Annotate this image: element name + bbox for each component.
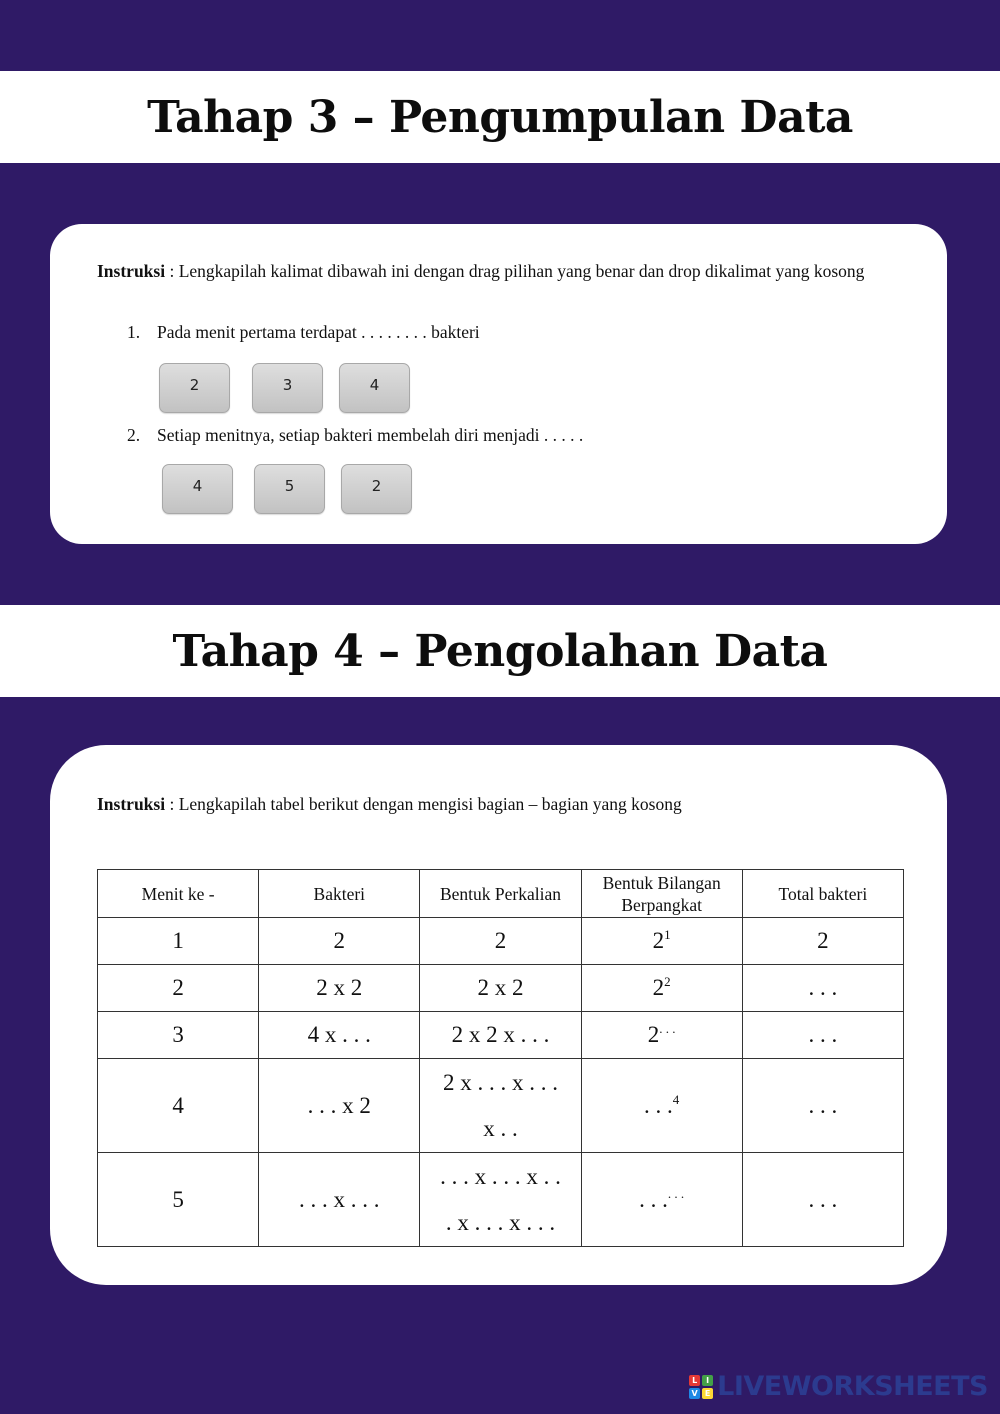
question-2-number: 2.	[127, 425, 141, 445]
cell-berpangkat[interactable]	[581, 1012, 742, 1059]
stage4-instruction	[97, 791, 897, 817]
cell-menit: 2	[98, 965, 259, 1012]
stage3-title-banner	[0, 71, 1000, 163]
q2-option-button[interactable]: 2	[341, 464, 412, 514]
question-1	[127, 322, 480, 343]
power-base: 2	[647, 1022, 660, 1047]
cell-menit: 1	[98, 918, 259, 965]
cell-total-blank[interactable]: . . .	[742, 965, 903, 1012]
header-menit: Menit ke -	[98, 870, 259, 918]
perkalian-line: . . . x . . . x . .	[440, 1163, 561, 1189]
power-base: 2	[652, 975, 665, 1000]
power-exponent: 2	[664, 974, 671, 989]
table-header-row	[98, 870, 904, 918]
power-exponent: . . .	[667, 1185, 685, 1201]
cell-menit: 3	[98, 1012, 259, 1059]
cell-perkalian[interactable]	[420, 1059, 581, 1153]
q2-option-button[interactable]: 4	[162, 464, 233, 514]
stage4-title: Tahap 4 – Pengolahan Data	[172, 625, 828, 677]
cell-total-blank[interactable]: . . .	[742, 1153, 903, 1247]
stage3-title: Tahap 3 – Pengumpulan Data	[147, 91, 853, 143]
table-row	[98, 918, 904, 965]
power-base: . . .	[639, 1186, 668, 1212]
cell-bakteri: 2 x 2	[259, 965, 420, 1012]
question-2-text: Setiap menitnya, setiap bakteri membelah diri menjadi . . . . .	[157, 425, 584, 445]
power-exponent: . . .	[659, 1021, 676, 1036]
cell-menit: 4	[98, 1059, 259, 1153]
header-perkalian: Bentuk Perkalian	[420, 870, 581, 918]
logo-mark-tile: L	[689, 1375, 700, 1386]
logo-mark-tile: I	[702, 1375, 713, 1386]
power-exponent: 1	[664, 927, 671, 942]
cell-total-blank[interactable]: . . .	[742, 1012, 903, 1059]
stage3-instruction-label: Instruksi	[97, 261, 166, 281]
question-1-number: 1.	[127, 322, 141, 342]
stage4-instruction-text: : Lengkapilah tabel berikut dengan mengisi bagian – bagian yang kosong	[165, 794, 682, 814]
table-row	[98, 1153, 904, 1247]
cell-perkalian: 2 x 2	[420, 965, 581, 1012]
table-row	[98, 1059, 904, 1153]
power-exponent: 4	[672, 1091, 680, 1107]
power-base: 2	[652, 928, 665, 953]
power-base: . . .	[644, 1092, 673, 1118]
header-bakteri: Bakteri	[259, 870, 420, 918]
cell-berpangkat	[581, 965, 742, 1012]
table-row	[98, 965, 904, 1012]
cell-berpangkat[interactable]	[581, 1153, 742, 1247]
cell-total-blank[interactable]: . . .	[742, 1059, 903, 1153]
stage3-instruction	[97, 258, 897, 284]
liveworksheets-logo	[689, 1371, 988, 1402]
q1-option-button[interactable]: 2	[159, 363, 230, 413]
table-row	[98, 1012, 904, 1059]
header-berpangkat: Bentuk Bilangan Berpangkat	[581, 870, 742, 918]
logo-mark-icon	[689, 1375, 713, 1399]
cell-bakteri[interactable]: 4 x . . .	[259, 1012, 420, 1059]
logo-mark-tile: V	[689, 1388, 700, 1399]
stage3-card	[50, 224, 947, 544]
logo-mark-tile: E	[702, 1388, 713, 1399]
question-2	[127, 425, 583, 446]
stage3-instruction-text: : Lengkapilah kalimat dibawah ini dengan drag pilihan yang benar dan drop dikalimat yang kosong	[165, 261, 865, 281]
cell-perkalian: 2	[420, 918, 581, 965]
cell-bakteri[interactable]: . . . x 2	[259, 1059, 420, 1153]
q2-option-button[interactable]: 5	[254, 464, 325, 514]
stage4-card	[50, 745, 947, 1285]
cell-perkalian[interactable]: 2 x 2 x . . .	[420, 1012, 581, 1059]
perkalian-line: . x . . . x . . .	[445, 1209, 556, 1235]
cell-perkalian[interactable]	[420, 1153, 581, 1247]
perkalian-line: 2 x . . . x . . .	[442, 1069, 558, 1095]
stage4-instruction-label: Instruksi	[97, 794, 166, 814]
logo-text: LIVEWORKSHEETS	[717, 1371, 988, 1402]
question-1-text: Pada menit pertama terdapat . . . . . . . . bakteri	[157, 322, 480, 342]
perkalian-line: x . .	[483, 1115, 518, 1141]
cell-bakteri[interactable]: . . . x . . .	[259, 1153, 420, 1247]
cell-bakteri: 2	[259, 918, 420, 965]
cell-menit: 5	[98, 1153, 259, 1247]
cell-total: 2	[742, 918, 903, 965]
cell-berpangkat[interactable]	[581, 1059, 742, 1153]
q1-option-button[interactable]: 4	[339, 363, 410, 413]
header-total: Total bakteri	[742, 870, 903, 918]
stage4-title-banner	[0, 605, 1000, 697]
q1-option-button[interactable]: 3	[252, 363, 323, 413]
cell-berpangkat	[581, 918, 742, 965]
bacteria-table	[97, 869, 904, 1247]
